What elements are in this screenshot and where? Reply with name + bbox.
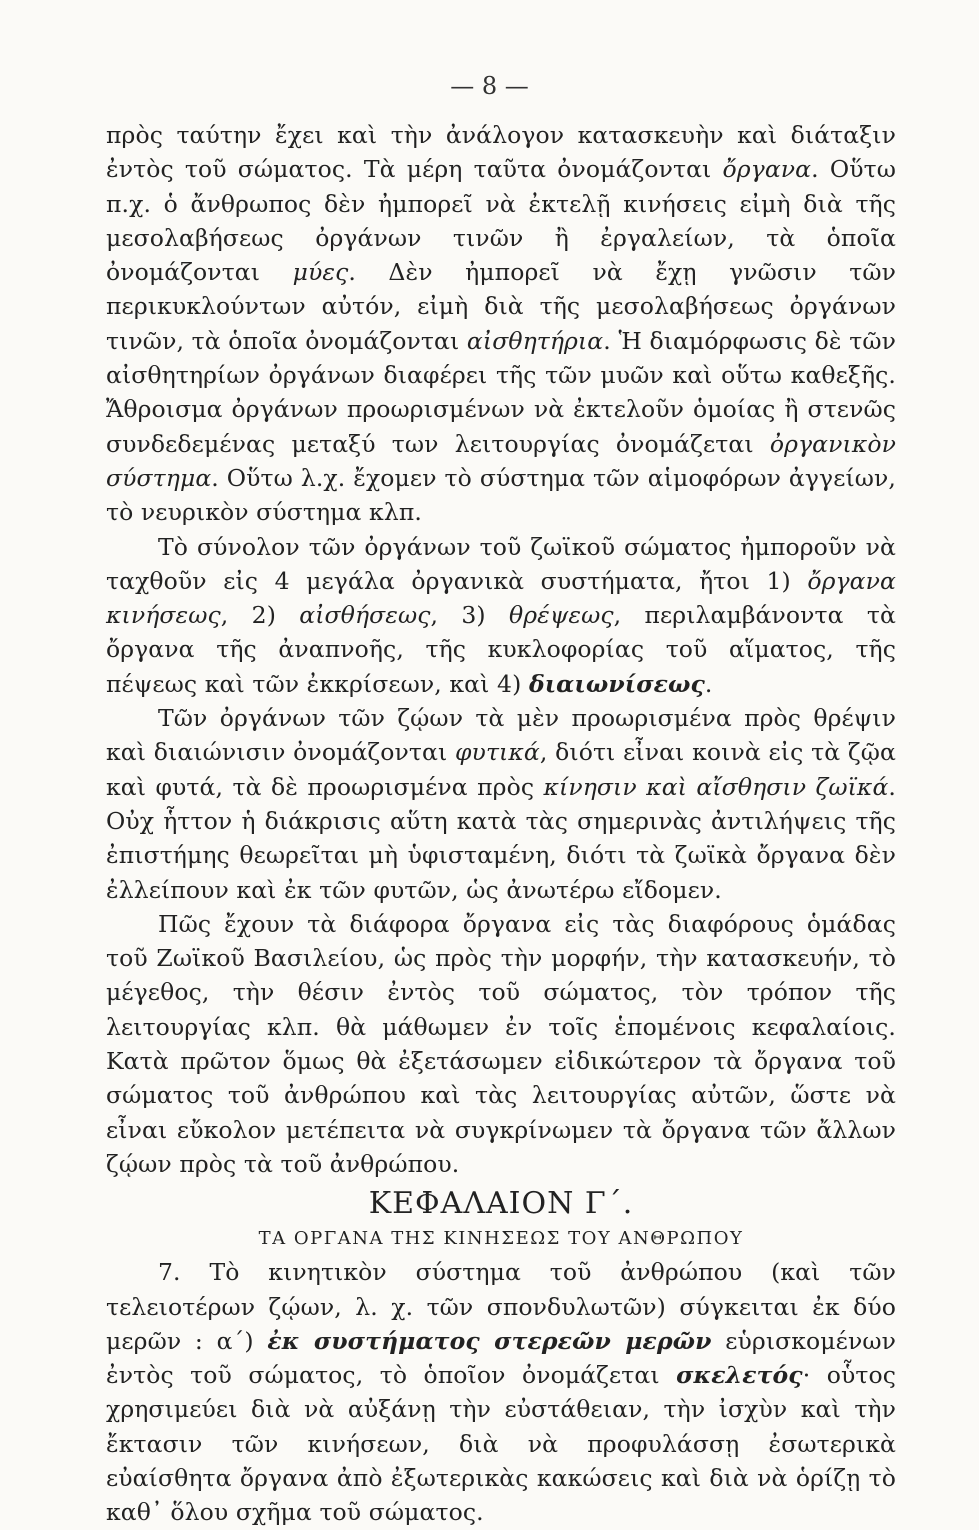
emphasis-term: ὄργανα [722,155,812,184]
page-number: — 8 — [450,72,529,100]
emphasis-term: σκελετός [676,1361,803,1390]
text-run: , 2) [220,601,300,630]
text-run: . Οὐχ ἧττον ἡ διάκρισις αὕτη κατὰ τὰς σημερινὰς ἀντιλήψεις τῆς ἐπιστήμης θεωρεῖται μὴ ὑφισταμένη, διότι τὰ ζωϊκὰ ὄργανα δὲν ἐλλείπουν καὶ ἐκ τῶν φυτῶν, ὡς ἀνωτέρω εἴδομεν. [106,772,896,904]
text-run: εὑρισκομένων ἐντὸς τοῦ σώματος, τὸ ὁποῖον ὀνομάζεται [106,1326,896,1390]
emphasis-term: μύες [292,258,349,287]
emphasis-term: ὄργανα κινήσεως [106,566,896,630]
paragraph-2 [106,530,896,701]
text-run: . [704,669,713,698]
emphasis-term: διαιωνίσεως [528,669,705,698]
text-run: · οὗτος χρησιμεύει διὰ νὰ αὐξάνῃ τὴν εὐστάθειαν, τὴν ἰσχὺν καὶ τὴν ἔκτασιν τῶν κινήσεων, διὰ νὰ προφυλάσσῃ ἐσωτερικὰ εὐαίσθητα ὄργανα ἀπὸ ἐξωτερικὰς κακώσεις καὶ διὰ νὰ ὁρίζῃ τὸ καθ᾽ ὅλου σχῆμα τοῦ σώματος. [106,1361,896,1527]
body-text [106,118,896,1530]
text-run: Τὸ σύνολον τῶν ὀργάνων τοῦ ζωϊκοῦ σώματος ἠμποροῦν νὰ ταχθοῦν εἰς 4 μεγάλα ὀργανικὰ συστήματα, ἤτοι 1) [106,532,896,595]
paragraph-4: Πῶς ἔχουν τὰ διάφορα ὄργανα εἰς τὰς διαφόρους ὁμάδας τοῦ Ζωϊκοῦ Βασιλείου, ὡς πρὸς τὴν μορφήν, τὴν κατασκευήν, τὸ μέγεθος, τὴν θέσιν ἐντὸς τοῦ σώματος, τὸν τρόπον τῆς λειτουργίας κλπ. θὰ μάθωμεν ἐν τοῖς ἑπομένοις κεφαλαίοις. Κατὰ πρῶτον ὅμως θὰ ἐξετάσωμεν εἰδικώτερον τὰ ὄργανα τοῦ σώματος τοῦ ἀνθρώπου καὶ τὰς λειτουργίας αὐτῶν, ὥστε νὰ εἶναι εὔκολον μετέπειτα νὰ συγκρίνωμεν τὰ ὄργανα τῶν ἄλλων ζῴων πρὸς τὰ τοῦ ἀνθρώπου. [106,909,896,1178]
emphasis-term: ἐκ συστήματος στερεῶν μερῶν [267,1326,712,1355]
text-run: Τῶν ὀργάνων τῶν ζῴων τὰ μὲν προωρισμένα πρὸς θρέψιν καὶ διαιώνισιν ὀνομάζονται [106,704,896,767]
text-run: . Οὕτω π.χ. ὁ ἄνθρωπος δὲν ἠμπορεῖ νὰ ἐκτελῇ κινήσεις εἰμὴ διὰ τῆς μεσολαβήσεως ὀργάνων τινῶν ἢ ἐργαλείων, τὰ ὁποῖα ὀνομάζονται [106,155,896,287]
emphasis-term: κίνησιν καὶ αἴσθησιν ζωϊκά [543,772,889,801]
text-run: πρὸς ταύτην ἔχει καὶ τὴν ἀνάλογον κατασκευὴν καὶ διάταξιν ἐντὸς τοῦ σώματος. Τὰ μέρη ταῦτα ὀνομάζονται [106,121,896,184]
paragraph-3 [106,701,896,907]
text-run: . Δὲν ἠμπορεῖ νὰ ἔχῃ γνῶσιν τῶν περικυκλούντων αὐτόν, εἰμὴ διὰ τῆς μεσολαβήσεως ὀργάνων τινῶν, τὰ ὁποῖα ὀνομάζονται [106,258,896,355]
text-run: , διότι εἶναι κοινὰ εἰς τὰ ζῷα καὶ φυτά, τὰ δὲ προωρισμένα πρὸς [106,738,896,801]
emphasis-term: θρέψεως [508,601,614,630]
text-run: . Ἡ διαμόρφωσις δὲ τῶν αἰσθητηρίων ὀργάνων διαφέρει τῆς τῶν μυῶν καὶ οὕτω καθεξῆς. Ἄθροισμα ὀργάνων προωρισμένων νὰ ἐκτελοῦν ὁμοίας ἢ στενῶς συνδεδεμένας μεταξύ των λειτουργίας ὀνομάζεται [106,326,896,458]
paragraph-1 [106,118,896,530]
emphasis-term: ὀργανικὸν σύστημα [106,429,896,492]
emphasis-term: αἰσθήσεως [299,601,431,630]
chapter-title: ΚΕΦΑΛΑΙΟΝ Γ΄. [368,1186,634,1222]
emphasis-term: φυτικά [455,738,540,767]
chapter-subtitle: ΤΑ ΟΡΓΑΝΑ ΤΗΣ ΚΙΝΗΣΕΩΣ ΤΟΥ ΑΝΘΡΩΠΟΥ [258,1228,744,1250]
paragraph-section-7 [106,1255,896,1529]
emphasis-term: αἰσθητήρια [466,326,604,355]
text-run: , 3) [430,601,509,630]
text-run: , περιλαμβάνοντα τὰ ὄργανα τῆς ἀναπνοῆς, τῆς κυκλοφορίας τοῦ αἵματος, τῆς πέψεως καὶ τῶν ἐκκρίσεων, καὶ 4) [106,601,896,698]
text-run: 7. Τὸ κινητικὸν σύστημα τοῦ ἀνθρώπου (καὶ τῶν τελειοτέρων ζῴων, λ. χ. τῶν σπονδυλωτῶν) σύγκειται ἐκ δύο μερῶν : α΄) [106,1258,896,1355]
text-run: . Οὕτω λ.χ. ἔχομεν τὸ σύστημα τῶν αἱμοφόρων ἀγγείων, τὸ νευρικὸν σύστημα κλπ. [106,463,896,527]
